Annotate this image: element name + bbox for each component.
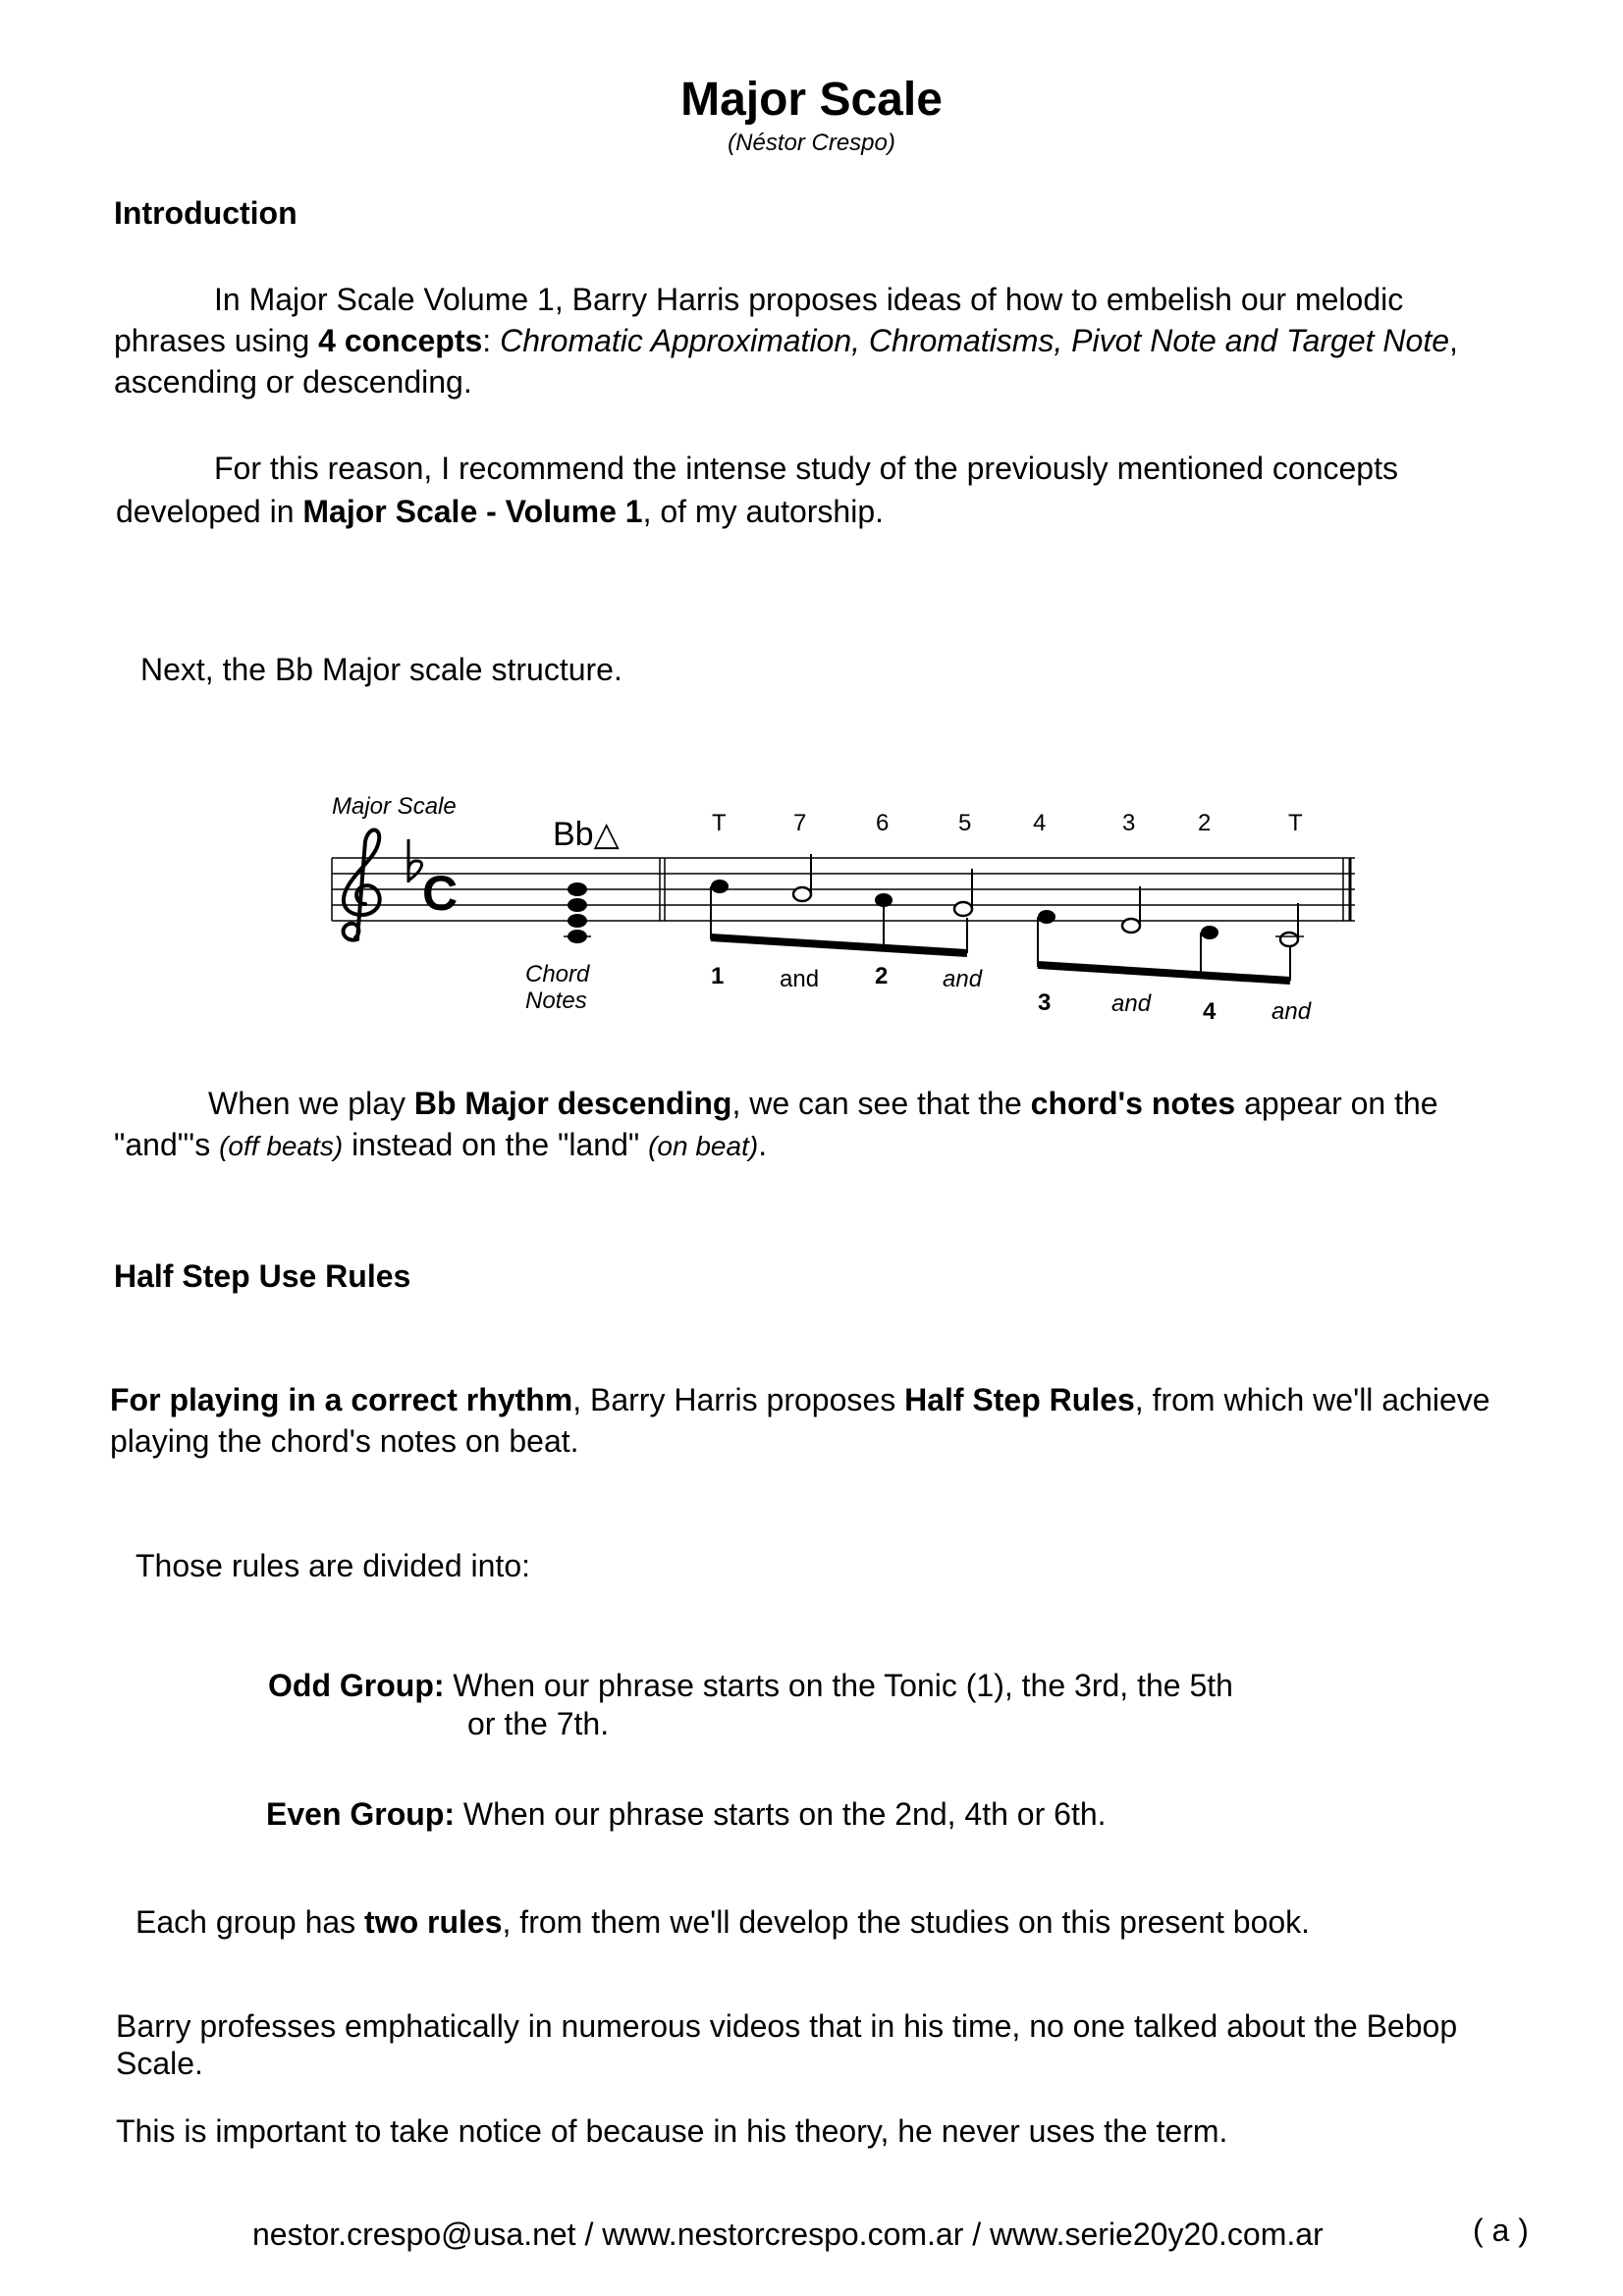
- even-group: [266, 1793, 1107, 1835]
- even-group-text: When our phrase starts on the 2nd, 4th or 6th.: [455, 1796, 1107, 1832]
- beat-label: 3: [1038, 989, 1052, 1016]
- odd-group-label: Odd Group:: [268, 1668, 445, 1703]
- beat-labels: [711, 963, 1312, 1025]
- half-step-text: , from which we'll achieve playing the chord's notes on beat.: [110, 1382, 1490, 1459]
- beat-label: and: [1111, 990, 1152, 1017]
- note-head: [1280, 933, 1298, 946]
- beat-label: and: [1271, 998, 1312, 1025]
- p3-text: appear on the "and"'s: [114, 1086, 1438, 1162]
- note-head: [793, 887, 811, 901]
- degree-label: 3: [1122, 810, 1136, 836]
- note-head: [1038, 910, 1055, 924]
- half-step-bold-1: For playing in a correct rhythm: [110, 1382, 573, 1417]
- next-sentence: Next, the Bb Major scale structure.: [140, 652, 622, 687]
- descending-paragraph: [114, 1083, 1508, 1167]
- p3-text: .: [758, 1127, 768, 1162]
- note-head: [1122, 919, 1140, 933]
- intro-p2-bold: Major Scale - Volume 1: [302, 494, 643, 529]
- treble-clef-icon: [344, 830, 380, 940]
- degree-label: 5: [958, 810, 972, 836]
- degree-label: T: [1288, 810, 1303, 836]
- intro-p2-end: , of my autorship.: [642, 494, 884, 529]
- even-group-label: Even Group:: [266, 1796, 456, 1832]
- page-title: Major Scale: [680, 74, 943, 126]
- odd-group-continuation: or the 7th.: [467, 1706, 610, 1741]
- common-time-icon: C: [422, 866, 459, 921]
- p3-bold-2: chord's notes: [1030, 1086, 1236, 1121]
- beat-label: and: [943, 966, 983, 992]
- odd-group: [268, 1667, 1233, 1704]
- author: (Néstor Crespo): [728, 130, 895, 156]
- beam-1: [711, 937, 967, 953]
- degree-label: 6: [876, 810, 890, 836]
- footer-links: nestor.crespo@usa.net / www.nestorcrespo.com.ar / www.serie20y20.com.ar: [252, 2216, 1324, 2252]
- note-head: [711, 880, 729, 893]
- figure-caption: Major Scale: [332, 793, 457, 820]
- each-bold: two rules: [364, 1904, 503, 1940]
- each-group-sentence: [135, 1901, 1310, 1943]
- odd-group-text: When our phrase starts on the Tonic (1), the 3rd, the 5th: [444, 1668, 1233, 1703]
- p3-text: instead on the "land": [343, 1127, 649, 1162]
- page-number: ( a ): [1473, 2213, 1529, 2248]
- chord-notes-label-2: Notes: [525, 988, 587, 1014]
- degree-label: 2: [1198, 810, 1212, 836]
- intro-paragraph-1: [114, 279, 1498, 402]
- staff-lines: [332, 858, 1355, 921]
- intro-p1-end: , ascending or descending.: [114, 323, 1458, 400]
- chord-notes-label-1: Chord: [525, 961, 590, 988]
- degree-label: 4: [1033, 810, 1047, 836]
- flat-sign-icon: [408, 839, 422, 882]
- barry-paragraph: Barry professes emphatically in numerous videos that in his time, no one talked about the Bebop Scale.: [116, 2008, 1458, 2081]
- intro-p1-text: In Major Scale Volume 1, Barry Harris proposes ideas of how to embelish our melodic phrases using: [114, 282, 1404, 358]
- half-step-paragraph: [110, 1379, 1514, 1462]
- note-head: [954, 902, 972, 916]
- p3-italic-2: (on beat): [648, 1131, 759, 1161]
- each-text: , from them we'll develop the studies on this present book.: [502, 1904, 1311, 1940]
- chord-notes-stack: [564, 882, 591, 943]
- chord-symbol: Bb△: [553, 816, 620, 853]
- beat-label: 1: [711, 963, 725, 989]
- half-step-heading: Half Step Use Rules: [114, 1258, 411, 1294]
- intro-p1-colon: :: [482, 323, 501, 358]
- important-sentence: This is important to take notice of because in his theory, he never uses the term.: [116, 2113, 1228, 2149]
- intro-paragraph-2: [116, 447, 1500, 533]
- each-text: Each group has: [135, 1904, 365, 1940]
- p3-text: When we play: [208, 1086, 414, 1121]
- degree-label: T: [712, 810, 727, 836]
- p3-text: , we can see that the: [731, 1086, 1031, 1121]
- half-step-bold-2: Half Step Rules: [904, 1382, 1135, 1417]
- intro-heading: Introduction: [114, 195, 298, 231]
- beat-label: 4: [1203, 998, 1217, 1025]
- degree-labels: [712, 810, 1303, 836]
- p3-italic-1: (off beats): [219, 1131, 344, 1161]
- note-head: [1201, 926, 1218, 939]
- half-step-text: , Barry Harris proposes: [572, 1382, 905, 1417]
- divided-sentence: Those rules are divided into:: [135, 1548, 530, 1583]
- beat-label: and: [780, 966, 820, 992]
- beat-label: 2: [875, 963, 889, 989]
- intro-p1-bold: 4 concepts: [318, 323, 483, 358]
- intro-p1-concepts: Chromatic Approximation, Chromatisms, Pivot Note and Target Note: [500, 323, 1449, 358]
- bb-major-scale-figure: [314, 780, 1394, 1045]
- beam-2: [1038, 965, 1290, 981]
- p3-bold-1: Bb Major descending: [413, 1086, 732, 1121]
- intro-p2-text: For this reason, I recommend the intense study of the previously mentioned concepts developed in: [116, 451, 1398, 529]
- degree-label: 7: [793, 810, 807, 836]
